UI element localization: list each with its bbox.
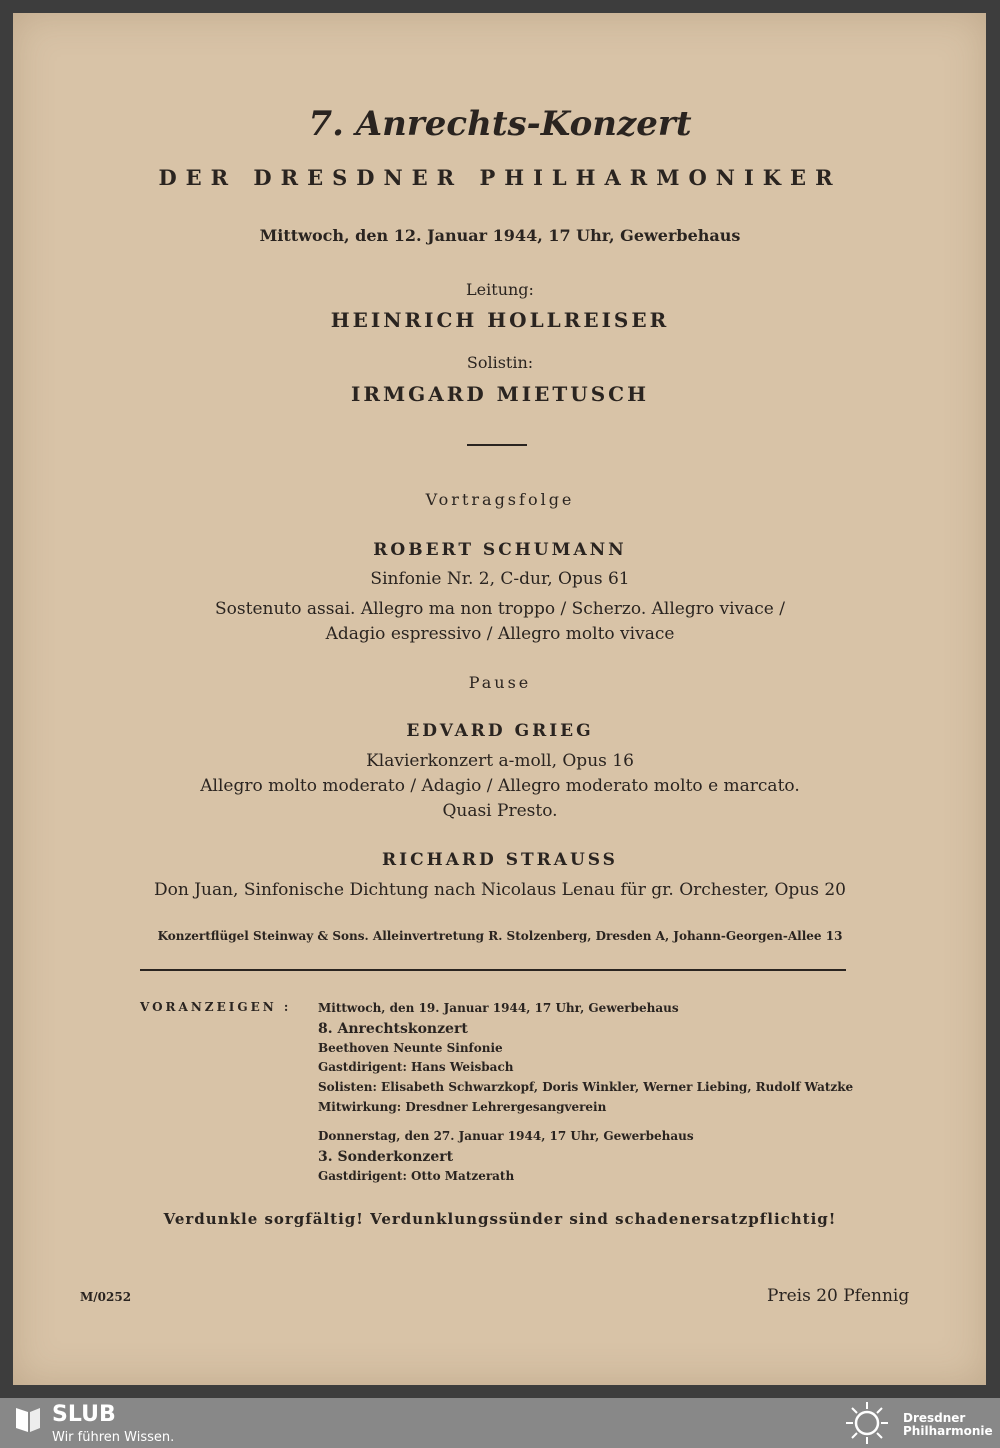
orchestra-name: DER DRESDNER PHILHARMONIKER bbox=[158, 165, 842, 190]
event1-line: Solisten: Elisabeth Schwarzkopf, Doris Winkler, Werner Liebing, Rudolf Watzke bbox=[318, 1080, 854, 1094]
composer-grieg: EDVARD GRIEG bbox=[406, 721, 594, 741]
event1-date: Mittwoch, den 19. Januar 1944, 17 Uhr, Gewerbehaus bbox=[318, 1001, 679, 1015]
composer-schumann: ROBERT SCHUMANN bbox=[373, 540, 627, 560]
slub-tagline: Wir führen Wissen. bbox=[52, 1430, 175, 1445]
work-grieg: Klavierkonzert a-moll, Opus 16 bbox=[366, 751, 634, 771]
pause-label: Pause bbox=[468, 673, 532, 692]
price-label: Preis 20 Pfennig bbox=[767, 1286, 910, 1306]
section-divider bbox=[467, 444, 527, 446]
slub-logo-icon bbox=[14, 1404, 42, 1434]
slub-logo-text: SLUB bbox=[52, 1402, 116, 1427]
soloist-label: Solistin: bbox=[466, 353, 534, 372]
event2-line: Gastdirigent: Otto Matzerath bbox=[318, 1169, 515, 1183]
leitung-label: Leitung: bbox=[466, 280, 534, 299]
conductor-name: HEINRICH HOLLREISER bbox=[330, 308, 670, 332]
event1-line: Beethoven Neunte Sinfonie bbox=[318, 1041, 503, 1055]
soloist-name: IRMGARD MIETUSCH bbox=[351, 382, 649, 406]
concert-title: 7. Anrechts-Konzert bbox=[308, 104, 692, 144]
philharmonie-logo-text: Dresdner Philharmonie bbox=[903, 1411, 993, 1438]
event1-line: Mitwirkung: Dresdner Lehrergesangverein bbox=[318, 1100, 607, 1114]
movements-schumann-1: Sostenuto assai. Allegro ma non troppo / Scherzo. Allegro vivace / bbox=[215, 599, 785, 619]
blackout-warning: Verdunkle sorgfältig! Verdunklungssünder sind schadenersatzpflichtig! bbox=[163, 1210, 837, 1228]
print-code: M/0252 bbox=[80, 1290, 132, 1304]
composer-strauss: RICHARD STRAUSS bbox=[382, 850, 618, 870]
philharmonie-logo-icon bbox=[842, 1400, 892, 1446]
work-schumann: Sinfonie Nr. 2, C-dur, Opus 61 bbox=[370, 569, 630, 589]
concert-date: Mittwoch, den 12. Januar 1944, 17 Uhr, Gewerbehaus bbox=[259, 226, 741, 245]
movements-grieg-2: Quasi Presto. bbox=[442, 801, 558, 821]
movements-schumann-2: Adagio espressivo / Allegro molto vivace bbox=[325, 624, 675, 644]
sponsor-note: Konzertflügel Steinway & Sons. Alleinvertretung R. Stolzenberg, Dresden A, Johann-Georgen-Allee 13 bbox=[157, 929, 843, 943]
viewer-footer bbox=[0, 1398, 1000, 1448]
event2-date: Donnerstag, den 27. Januar 1944, 17 Uhr, Gewerbehaus bbox=[318, 1129, 694, 1143]
work-strauss: Don Juan, Sinfonische Dichtung nach Nicolaus Lenau für gr. Orchester, Opus 20 bbox=[153, 880, 846, 900]
announcements-label: VORANZEIGEN : bbox=[140, 1000, 292, 1014]
movements-grieg-1: Allegro molto moderato / Adagio / Allegro moderato molto e marcato. bbox=[200, 776, 800, 796]
event2-name: 3. Sonderkonzert bbox=[318, 1149, 454, 1165]
program-heading: Vortragsfolge bbox=[425, 490, 575, 509]
event1-name: 8. Anrechtskonzert bbox=[318, 1021, 468, 1037]
section-rule bbox=[140, 969, 846, 971]
event1-line: Gastdirigent: Hans Weisbach bbox=[318, 1060, 514, 1074]
